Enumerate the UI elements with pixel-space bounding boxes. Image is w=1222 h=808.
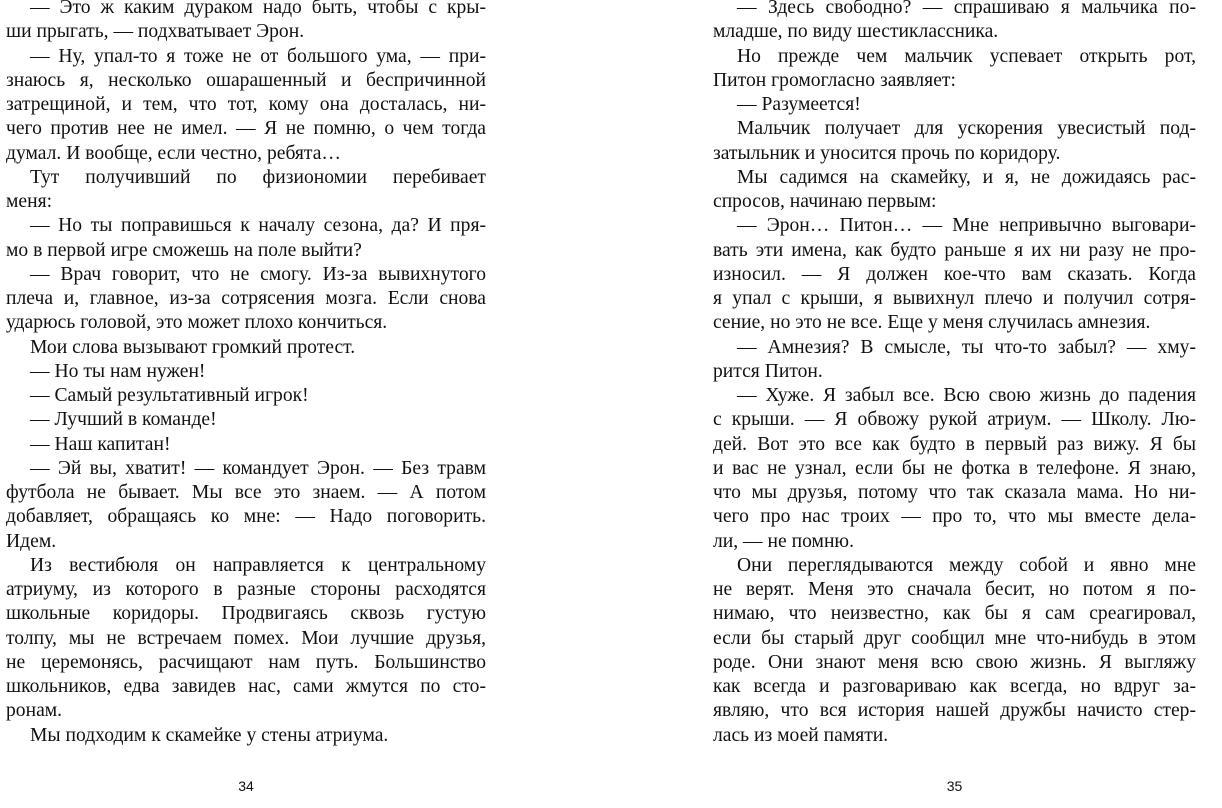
text-line: дей. Вот это все как будто в первый раз вижу. Я бы [713,433,1196,455]
text-line: затыльник и уносится прочь по коридору. [713,142,1061,164]
text-line: — Разумеется! [737,94,861,115]
text-line: атриуму, из которого в разные стороны расходятся [6,579,486,600]
text-line: школьников, едва завидев нас, сами жмутся по сто- [6,676,486,697]
text-line: лась из моей памяти. [713,724,889,746]
text-line: добавляет, обращаясь ко мне: — Надо поговорить. [6,506,486,528]
text-line: — Эй вы, хватит! — командует Эрон. — Без травм [30,457,486,479]
text-line: износил. — Я должен кое-что вам сказать. Когда [713,263,1196,285]
text-line: нимаю, что неизвестно, как бы я сам среагировал, [713,603,1196,625]
text-line: с крыши. — Я обвожу рукой атриум. — Школу. Лю- [713,409,1196,431]
text-line: думал. И вообще, если честно, ребята… [6,142,342,164]
text-line: и вас не узнал, если бы не фотка в телефоне. Я знаю, [713,457,1196,479]
text-line: Мои слова вызывают громкий протест. [30,336,356,358]
page-number: 34 [238,778,254,794]
text-line: — Но ты нам нужен! [30,360,206,382]
text-line: чего против нее не имел. — Я не помню, о чем тогда [6,118,486,140]
text-line: сение, но это не все. Еще у меня случилась амнезия. [713,312,1151,334]
text-line: младше, по виду шестиклассника. [713,21,999,43]
text-line: — Амнезия? В смысле, ты что-то забыл? — хму- [737,336,1196,358]
text-line: Они переглядываются между собой и явно мне [737,554,1196,576]
text-line: меня: [6,191,53,212]
text-line: чего про нас троих — про то, что мы вместе дела- [713,506,1196,528]
left-page-text [6,0,486,748]
text-line: Питон громогласно заявляет: [713,69,956,91]
text-line: — Врач говорит, что не смогу. Из-за вывихнутого [30,263,486,285]
text-line: затрещиной, и тем, что тот, кому она досталась, ни- [6,94,486,115]
text-line: Тут получивший по физиономии перебивает [30,166,486,188]
text-line: вать эти имена, как будто раньше я их ни разу не про- [713,239,1196,261]
text-line: Идем. [6,530,57,552]
text-line: толпу, мы не встречаем помех. Мои лучшие друзья, [6,627,486,649]
text-line: как всегда и разговариваю как всегда, но вдруг за- [713,676,1196,697]
text-line: — Самый результативный игрок! [30,385,309,406]
text-line: роде. Они знают меня всю свою жизнь. Я выгляжу [713,651,1196,673]
text-line: плеча и, главное, из-за сотрясения мозга. Если снова [6,288,486,309]
text-line: если бы старый друг сообщил мне что-нибудь в этом [713,627,1196,649]
text-line: рится Питон. [713,360,823,382]
text-line: — Лучший в команде! [30,409,217,431]
text-line: — Ну, упал-то я тоже не от большого ума, — при- [30,45,486,67]
text-line: ли, — не помню. [713,530,854,552]
text-line: Мы садимся на скамейку, и я, не дожидаясь рас- [737,166,1196,188]
text-line: — Это ж каким дураком надо быть, чтобы с кры- [30,0,486,18]
text-line: футбола не бывает. Мы все это знаем. — А потом [6,482,486,503]
text-line: знаюсь я, несколько ошарашенный и беспричинной [6,69,486,91]
text-line: — Но ты поправишься к началу сезона, да? И пря- [30,215,486,237]
text-line: спросов, начинаю первым: [713,191,937,212]
text-line: ударюсь головой, это может плохо кончиться. [6,312,388,334]
text-line: я упал с крыши, я вывихнул плечо и получил сотря- [713,288,1196,309]
text-line: — Эрон… Питон… — Мне непривычно выговари- [737,215,1196,237]
page-number: 35 [946,778,963,794]
text-line: мо в первой игре сможешь на поле выйти? [6,239,362,261]
text-line: школьные коридоры. Продвигаясь сквозь густую [6,603,486,625]
text-line: — Наш капитан! [30,433,171,455]
text-line: Но прежде чем мальчик успевает открыть рот, [737,45,1196,67]
text-line: не церемонясь, расчищают нам путь. Большинство [6,651,486,673]
text-line: что мы друзья, потому что так сказала мама. Но ни- [713,482,1196,503]
text-line: Мы подходим к скамейке у стены атриума. [30,724,389,746]
text-line: — Здесь свободно? — спрашиваю я мальчика по- [737,0,1196,18]
text-line: Из вестибюля он направляется к центральному [30,554,486,576]
text-line: Мальчик получает для ускорения увесистый под- [737,118,1196,140]
text-line: ронам. [6,700,63,722]
text-line: ши прыгать, — подхватывает Эрон. [6,21,305,43]
text-line: — Хуже. Я забыл все. Всю свою жизнь до падения [737,385,1196,406]
text-line: являю, что вся история нашей дружбы начисто стер- [713,700,1196,722]
text-line: не верят. Меня это сначала бесит, но потом я по- [713,579,1196,600]
right-page-text [713,0,1196,748]
